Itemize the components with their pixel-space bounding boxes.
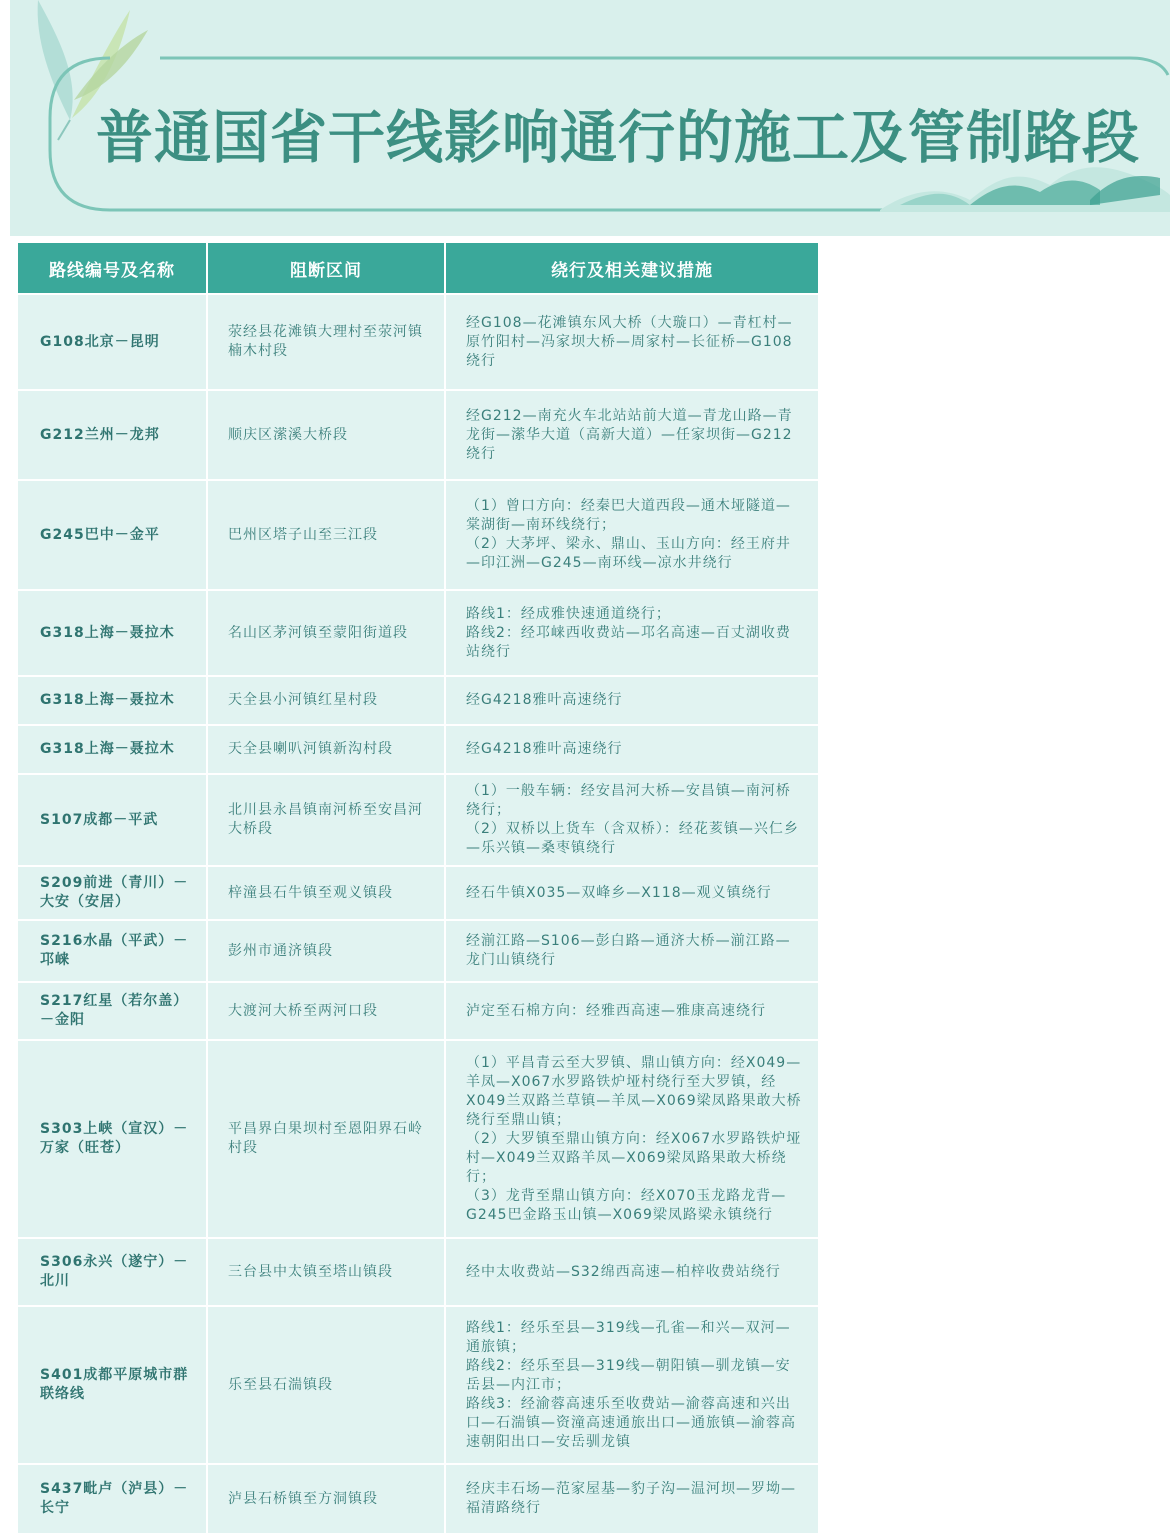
- table-header-row: [18, 243, 818, 295]
- detour-cell: 经G4218雅叶高速绕行: [446, 677, 818, 726]
- route-cell: S209前进（青川）－大安（安居）: [18, 867, 208, 921]
- route-cell: G318上海－聂拉木: [18, 677, 208, 726]
- table-row: [18, 1307, 818, 1465]
- detour-cell: 经G212—南充火车北站站前大道—青龙山路—青龙街—潆华大道（高新大道）—任家坝街—G212绕行: [446, 391, 818, 481]
- road-control-table: [18, 243, 818, 1535]
- route-cell: S303上峡（宣汉）－万家（旺苍）: [18, 1041, 208, 1239]
- route-cell: S306永兴（遂宁）－北川: [18, 1239, 208, 1307]
- section-cell: 三台县中太镇至塔山镇段: [208, 1239, 446, 1307]
- section-cell: 天全县小河镇红星村段: [208, 677, 446, 726]
- table-row: [18, 391, 818, 481]
- table-row: [18, 921, 818, 983]
- detour-cell: （1）一般车辆：经安昌河大桥—安昌镇—南河桥绕行； （2）双桥以上货车（含双桥）：经花荄镇—兴仁乡—乐兴镇—桑枣镇绕行: [446, 775, 818, 867]
- table-row: [18, 677, 818, 726]
- route-cell: S401成都平原城市群联络线: [18, 1307, 208, 1465]
- section-cell: 荥经县花滩镇大理村至荥河镇楠木村段: [208, 295, 446, 391]
- table-row: [18, 591, 818, 677]
- route-cell: S217红星（若尔盖）－金阳: [18, 983, 208, 1041]
- section-cell: 泸县石桥镇至方洞镇段: [208, 1465, 446, 1535]
- route-cell: G108北京－昆明: [18, 295, 208, 391]
- section-cell: 北川县永昌镇南河桥至安昌河大桥段: [208, 775, 446, 867]
- detour-cell: 经中太收费站—S32绵西高速—柏梓收费站绕行: [446, 1239, 818, 1307]
- table-row: [18, 481, 818, 591]
- section-cell: 巴州区塔子山至三江段: [208, 481, 446, 591]
- route-cell: S437毗卢（泸县）－长宁: [18, 1465, 208, 1535]
- header-section: 阻断区间: [208, 243, 446, 295]
- detour-cell: 经庆丰石场—范家屋基—豹子沟—温河坝—罗坳—福清路绕行: [446, 1465, 818, 1535]
- title-banner: [10, 0, 1170, 236]
- detour-cell: 经石牛镇X035—双峰乡—X118—观义镇绕行: [446, 867, 818, 921]
- header-detour: 绕行及相关建议措施: [446, 243, 818, 295]
- section-cell: 彭州市通济镇段: [208, 921, 446, 983]
- detour-cell: （1）曾口方向：经秦巴大道西段—通木垭隧道—棠湖街—南环线绕行； （2）大茅坪、梁永、鼎山、玉山方向：经王府井—印江洲—G245—南环线—凉水井绕行: [446, 481, 818, 591]
- section-cell: 大渡河大桥至两河口段: [208, 983, 446, 1041]
- table-row: [18, 726, 818, 775]
- route-cell: G212兰州－龙邦: [18, 391, 208, 481]
- detour-cell: 泸定至石棉方向：经雅西高速—雅康高速绕行: [446, 983, 818, 1041]
- route-cell: S107成都－平武: [18, 775, 208, 867]
- detour-cell: 经G108—花滩镇东风大桥（大璇口）—青杠村—原竹阳村—冯家坝大桥—周家村—长征桥—G108绕行: [446, 295, 818, 391]
- table-row: [18, 295, 818, 391]
- detour-cell: （1）平昌青云至大罗镇、鼎山镇方向：经X049—羊凤—X067水罗路铁炉垭村绕行至大罗镇，经X049兰双路兰草镇—羊凤—X069梁凤路果敢大桥绕行至鼎山镇； （2）大罗镇至鼎山镇方向：经X067水罗路铁炉垭村—X049兰双路羊凤—X069梁凤路果敢大桥绕行； （3）龙背至鼎山镇方向：经X070玉龙路龙背—G245巴金路玉山镇—X069梁凤路梁永镇绕行: [446, 1041, 818, 1239]
- header-route: 路线编号及名称: [18, 243, 208, 295]
- section-cell: 天全县喇叭河镇新沟村段: [208, 726, 446, 775]
- detour-cell: 经湔江路—S106—彭白路—通济大桥—湔江路—龙门山镇绕行: [446, 921, 818, 983]
- route-cell: S216水晶（平武）－邛崃: [18, 921, 208, 983]
- route-cell: G318上海－聂拉木: [18, 591, 208, 677]
- section-cell: 顺庆区潆溪大桥段: [208, 391, 446, 481]
- table-row: [18, 1041, 818, 1239]
- table-row: [18, 775, 818, 867]
- detour-cell: 路线1：经乐至县—319线—孔雀—和兴—双河—通旅镇； 路线2：经乐至县—319线—朝阳镇—驯龙镇—安岳县—内江市； 路线3：经渝蓉高速乐至收费站—渝蓉高速和兴出口—石湍镇—资潼高速通旅出口—通旅镇—渝蓉高速朝阳出口—安岳驯龙镇: [446, 1307, 818, 1465]
- table-row: [18, 983, 818, 1041]
- detour-cell: 路线1：经成雅快速通道绕行； 路线2：经邛崃西收费站—邛名高速—百丈湖收费站绕行: [446, 591, 818, 677]
- detour-cell: 经G4218雅叶高速绕行: [446, 726, 818, 775]
- route-cell: G245巴中－金平: [18, 481, 208, 591]
- section-cell: 梓潼县石牛镇至观义镇段: [208, 867, 446, 921]
- table-row: [18, 1239, 818, 1307]
- section-cell: 乐至县石湍镇段: [208, 1307, 446, 1465]
- section-cell: 名山区茅河镇至蒙阳街道段: [208, 591, 446, 677]
- table-row: [18, 867, 818, 921]
- section-cell: 平昌界白果坝村至恩阳界石岭村段: [208, 1041, 446, 1239]
- route-cell: G318上海－聂拉木: [18, 726, 208, 775]
- page-title: 普通国省干线影响通行的施工及管制路段: [96, 105, 1140, 171]
- table-row: [18, 1465, 818, 1535]
